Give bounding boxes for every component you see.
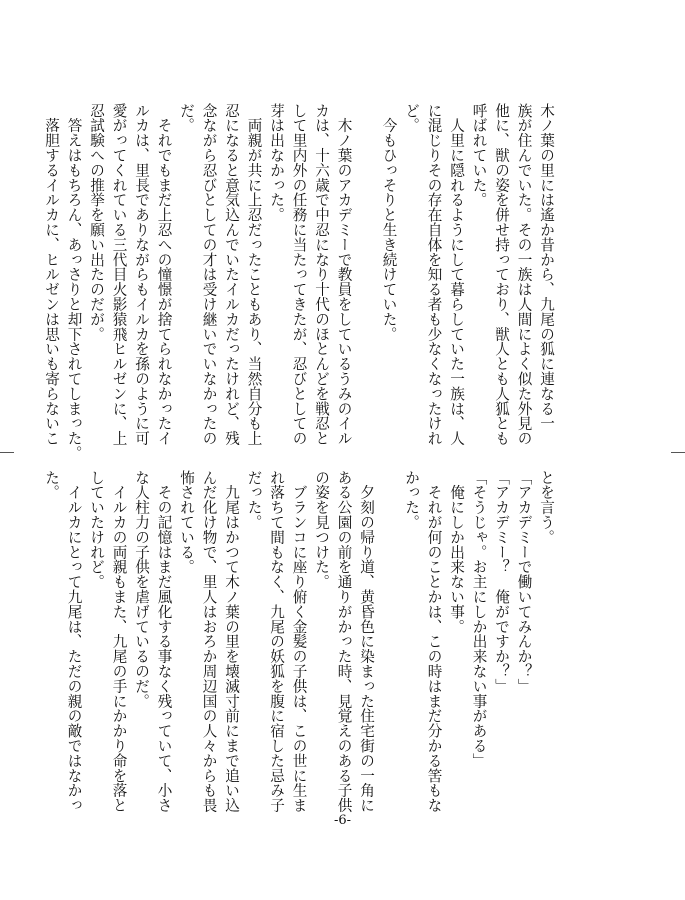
text-line: 他に、獣の姿を併せ持っており、獣人とも人狐とも (493, 103, 510, 446)
left-margin-mark (0, 452, 14, 453)
text-line: 「そうじゃ。お主にしか出来ない事がある」 (470, 470, 488, 768)
text-line: その記憶はまだ風化する事なく残っていて、小さ (155, 470, 173, 813)
text-line: 呼ばれていた。 (470, 103, 488, 208)
text-line: して里内外の任務に当たってきたが、忍びとしての (290, 103, 308, 446)
text-line: ブランコに座り俯く金髪の子供は、この世に生ま (290, 470, 308, 813)
page-number: -6- (333, 813, 352, 828)
text-line: 九尾はかつて木ノ葉の里を壊滅寸前にまで追い込 (223, 470, 240, 813)
text-line: 「アカデミーで働いてみんか？」 (515, 470, 533, 694)
text-line: 両親が共に上忍だったこともあり、当然自分も上 (245, 103, 263, 446)
text-line: 「アカデミー？ 俺がですか？」 (493, 470, 510, 694)
text-line: の姿を見つけた。 (313, 470, 330, 590)
text-line: 人里に隠れるようにして暮らしていた一族は、人 (448, 103, 465, 446)
text-line: ど。 (403, 103, 420, 133)
text-line: 今もひっそりと生き続けていた。 (380, 103, 398, 342)
text-line: 落胆するイルカに、ヒルゼンは思いも寄らないこ (43, 103, 60, 446)
text-line: 木ノ葉の里には遙か昔から、九尾の狐に連なる一 (538, 103, 555, 431)
text-line: だった。 (245, 470, 263, 530)
text-line: それが何のことかは、この時はまだ分かる筈もな (425, 470, 443, 813)
text-line: それでもまだ上忍への憧憬が捨てられなかったイ (155, 103, 173, 446)
text-line: れ落ちて間もなく、九尾の妖狐を腹に宿した忌み子 (268, 470, 285, 813)
text-line: 忍になると意気込んでいたイルカだったけれど、残 (223, 103, 240, 446)
text-line: 族が住んでいた。その一族は人間によく似た外見の (515, 103, 533, 446)
text-line: していたけれど。 (88, 470, 105, 590)
text-line: イルカにとって九尾は、ただの親の敵ではなかっ (65, 470, 83, 813)
text-line: 俺にしか出来ない事。 (448, 470, 465, 634)
text-line: 答えはもちろん、あっさりと却下されてしまった。 (65, 103, 83, 461)
text-line: とを言う。 (538, 470, 555, 545)
bottom-text-block (40, 470, 558, 813)
right-margin-mark (671, 452, 685, 453)
text-line: 怖されている。 (178, 470, 195, 575)
text-line: 忍試験への推挙を願い出たのだが。 (88, 103, 105, 342)
text-line: に混じりその存在自体を知る者も少なくなったけれ (425, 103, 443, 446)
text-line: だ。 (178, 103, 195, 133)
text-line: かった。 (403, 470, 420, 530)
text-line: イルカの両親もまた、九尾の手にかかり命を落と (110, 470, 128, 813)
text-line: ある公園の前を通りがかった時、見覚えのある子供 (335, 470, 353, 813)
text-line: 木ノ葉のアカデミーで教員をしているうみのイル (335, 103, 353, 446)
text-line: カは、十六歳で中忍になり十代のほとんどを戦忍と (313, 103, 330, 446)
text-line (355, 103, 378, 443)
text-line: な人柱力の子供を虐げているのだ。 (133, 470, 150, 709)
text-line (377, 470, 400, 810)
text-line: 芽は出なかった。 (268, 103, 285, 223)
text-line: 念ながら忍びとしての才は受け継いでいなかったの (200, 103, 218, 446)
text-line: んだ化け物で、里人はおろか周辺国の人々からも畏 (200, 470, 218, 813)
text-line: た。 (43, 470, 60, 500)
text-line: 夕刻の帰り道、黄昏色に染まった住宅街の一角に (358, 470, 375, 813)
text-line: ルカは、里長でありながらもイルカを孫のように可 (133, 103, 150, 446)
top-text-block (40, 103, 558, 461)
text-line: 愛がってくれている三代目火影猿飛ヒルゼンに、上 (110, 103, 128, 446)
